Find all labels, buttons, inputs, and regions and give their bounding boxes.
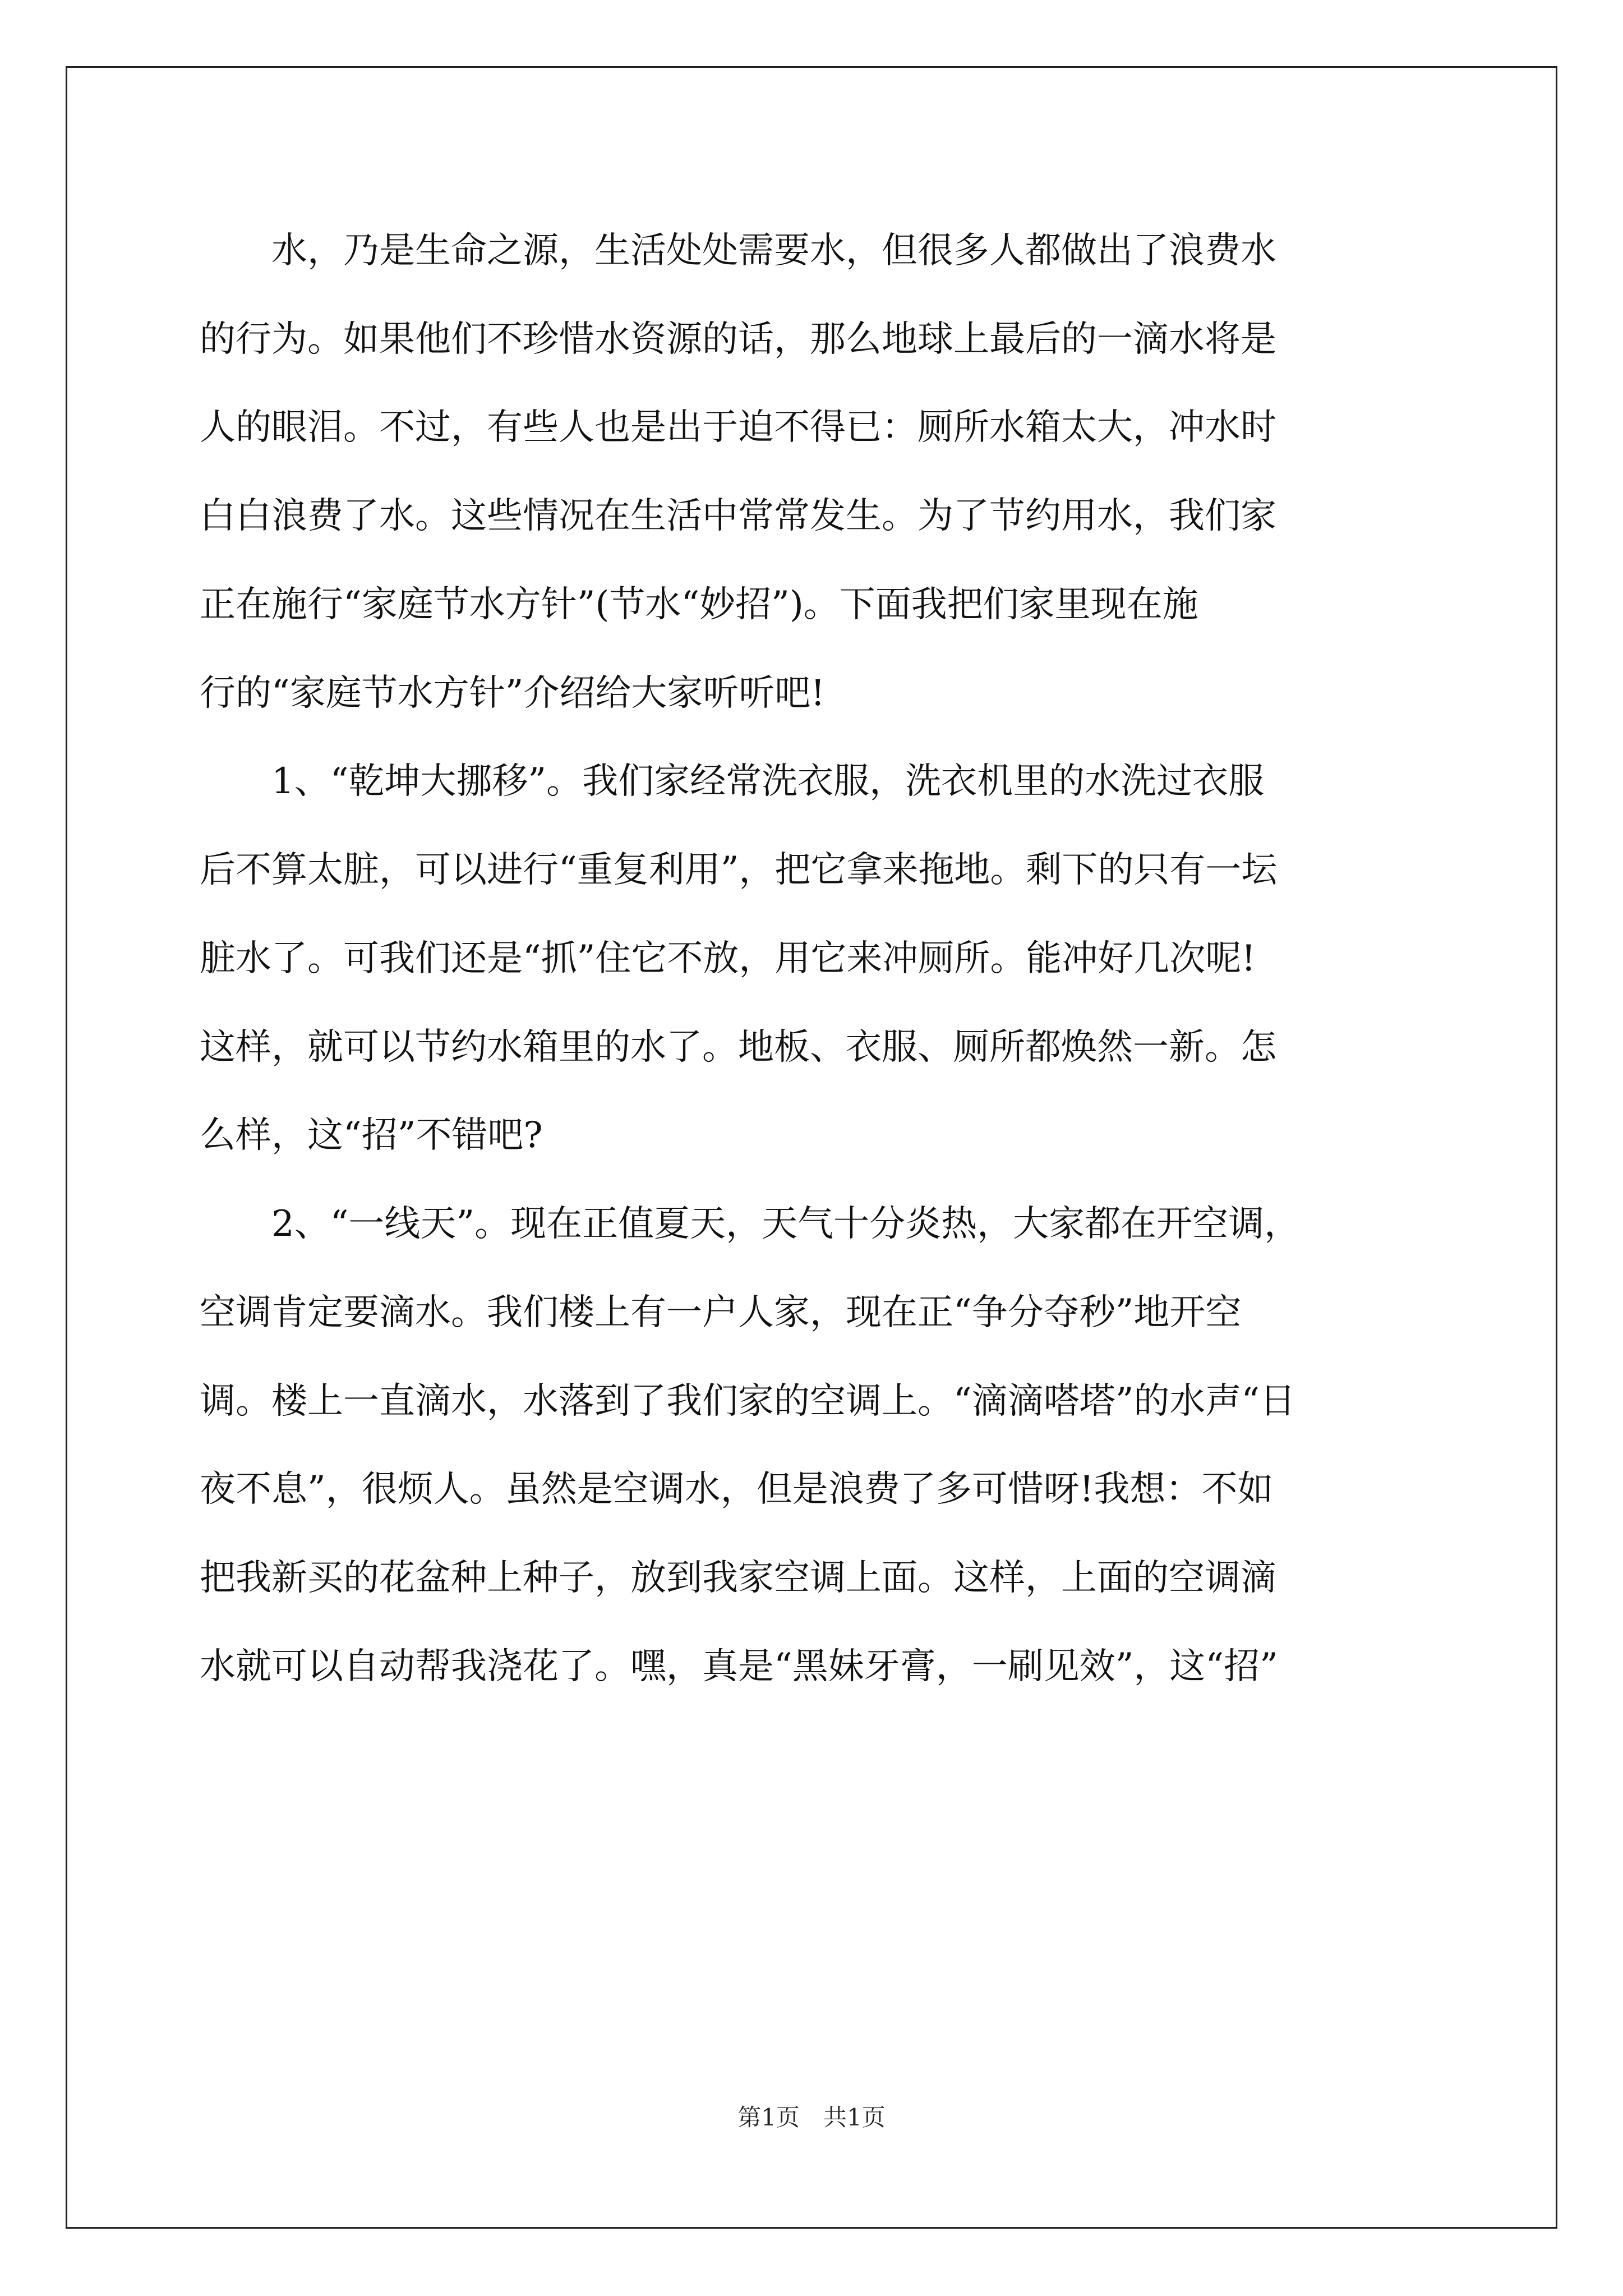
text-line: 正在施行“家庭节水方针”(节水“妙招”)。下面我把们家里现在施: [200, 584, 1198, 625]
text-line: 水就可以自动帮我浇花了。嘿，真是“黑妹牙膏，一刷见效”，这“招”: [200, 1646, 1278, 1687]
text-line: 行的“家庭节水方针”介绍给大家听听吧!: [200, 673, 826, 714]
text-line: 2、“一线天”。现在正值夏天，天气十分炎热，大家都在开空调，: [200, 1203, 1301, 1245]
text-line: 脏水了。可我们还是“抓”住它不放，用它来冲厕所。能冲好几次呢!: [200, 938, 1256, 979]
text-line: 空调肯定要滴水。我们楼上有一户人家，现在正“争分夺秒”地开空: [200, 1292, 1242, 1333]
text-line: 1、“乾坤大挪移”。我们家经常洗衣服，洗衣机里的水洗过衣服: [200, 761, 1265, 802]
text-line: 夜不息”，很烦人。虽然是空调水，但是浪费了多可惜呀!我想：不如: [200, 1469, 1274, 1510]
text-line: 人的眼泪。不过，有些人也是出于迫不得已：厕所水箱太大，冲水时: [200, 407, 1276, 448]
text-line: 把我新买的花盆种上种子，放到我家空调上面。这样，上面的空调滴: [200, 1557, 1276, 1599]
text-line: 的行为。如果他们不珍惜水资源的话，那么地球上最后的一滴水将是: [200, 319, 1276, 360]
text-line: 么样，这“招”不错吧?: [200, 1115, 543, 1156]
text-line: 调。楼上一直滴水，水落到了我们家的空调上。“滴滴嗒塔”的水声“日: [200, 1381, 1296, 1422]
page-number-footer: 第1页 共1页: [737, 2104, 886, 2131]
text-line: 白白浪费了水。这些情况在生活中常常发生。为了节约用水，我们家: [200, 495, 1276, 537]
text-line: 这样，就可以节约水箱里的水了。地板、衣服、厕所都焕然一新。怎: [200, 1027, 1276, 1068]
text-line: 水，乃是生命之源，生活处处需要水，但很多人都做出了浪费水: [200, 230, 1276, 272]
text-line: 后不算太脏，可以进行“重复利用”，把它拿来拖地。剩下的只有一坛: [200, 849, 1278, 891]
